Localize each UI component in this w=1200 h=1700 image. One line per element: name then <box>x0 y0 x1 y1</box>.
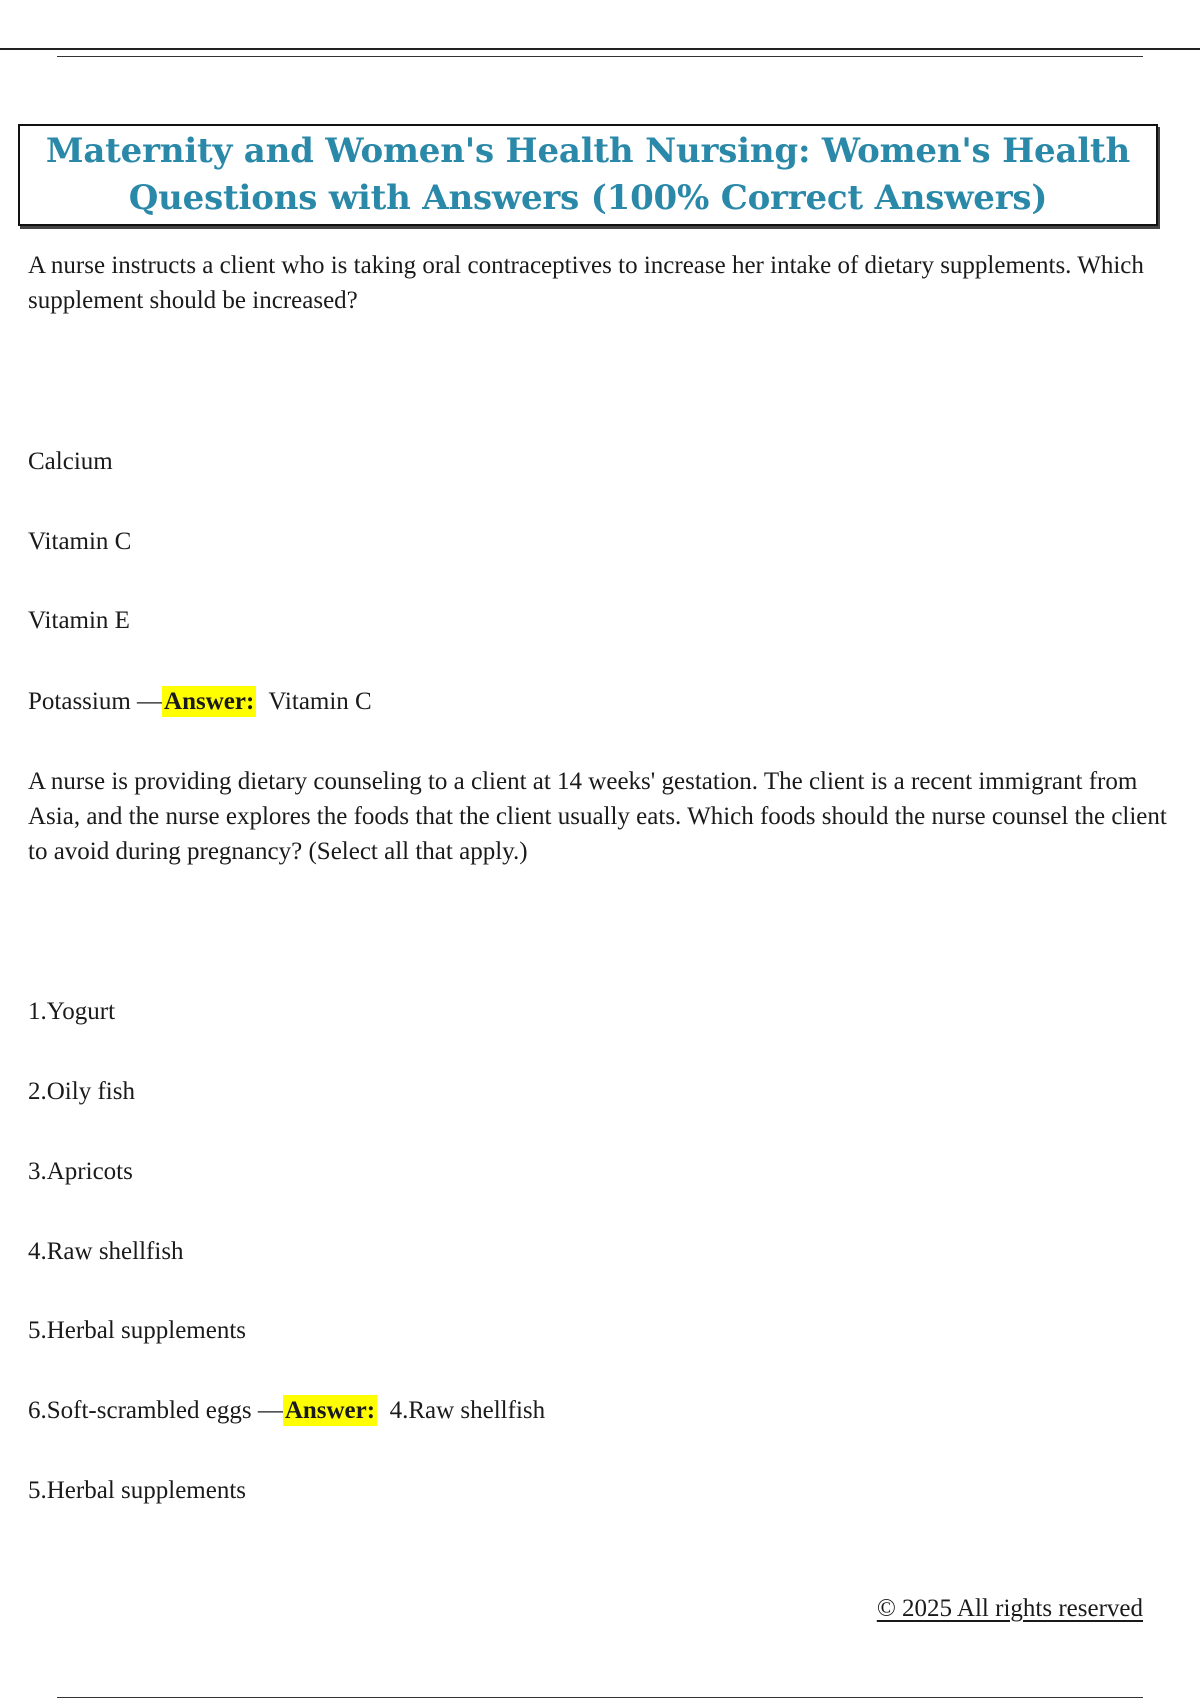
question-2-text: A nurse is providing dietary counseling to a client at 14 weeks' gestation. The client is a recent immigrant from Asia, and the nurse explores the foods that the client usually eats. Which foods should the nurse counsel the client to avoid during pregnancy? (Select all that apply.) <box>28 768 1167 865</box>
question-1-option-4: Potassium <box>28 688 131 715</box>
question-2-answer-1: 4.Raw shellfish <box>389 1397 546 1424</box>
question-1-option-1: Calcium <box>28 448 113 475</box>
header-rule-outer <box>0 48 1200 50</box>
answer-separator: — <box>130 688 163 715</box>
question-1-option-2: Vitamin C <box>28 528 132 555</box>
answer-label: Answer: <box>164 688 255 715</box>
header-rule-inner <box>57 56 1143 57</box>
question-2-option-6-with-answer <box>28 1393 545 1428</box>
document-title <box>46 128 1130 222</box>
document-title-line-2: Questions with Answers (100% Correct Answers) <box>128 178 1048 218</box>
question-2-answer-2: 5.Herbal supplements <box>28 1477 247 1504</box>
answer-separator: — <box>251 1397 283 1424</box>
answer-label: Answer: <box>284 1397 376 1424</box>
document-title-line-1: Maternity and Women's Health Nursing: Women's Health <box>45 131 1131 171</box>
title-box <box>18 124 1158 226</box>
question-2-option-1: 1.Yogurt <box>28 998 116 1025</box>
question-2-option-3: 3.Apricots <box>28 1158 133 1185</box>
question-2-option-2: 2.Oily fish <box>28 1078 135 1105</box>
question-2-option-6: 6.Soft-scrambled eggs <box>28 1397 252 1424</box>
copyright-notice: © 2025 All rights reserved <box>876 1595 1143 1622</box>
question-2-option-4: 4.Raw shellfish <box>28 1238 184 1265</box>
footer-rule <box>57 1697 1143 1698</box>
question-1-option-3: Vitamin E <box>28 607 130 634</box>
question-1-text: A nurse instructs a client who is taking oral contraceptives to increase her intake of dietary supplements. Which supplement should be increased? <box>28 252 1144 314</box>
question-1-answer: Vitamin C <box>268 688 372 715</box>
question-2-option-5: 5.Herbal supplements <box>28 1317 247 1344</box>
question-1-option-4-with-answer <box>28 684 372 719</box>
